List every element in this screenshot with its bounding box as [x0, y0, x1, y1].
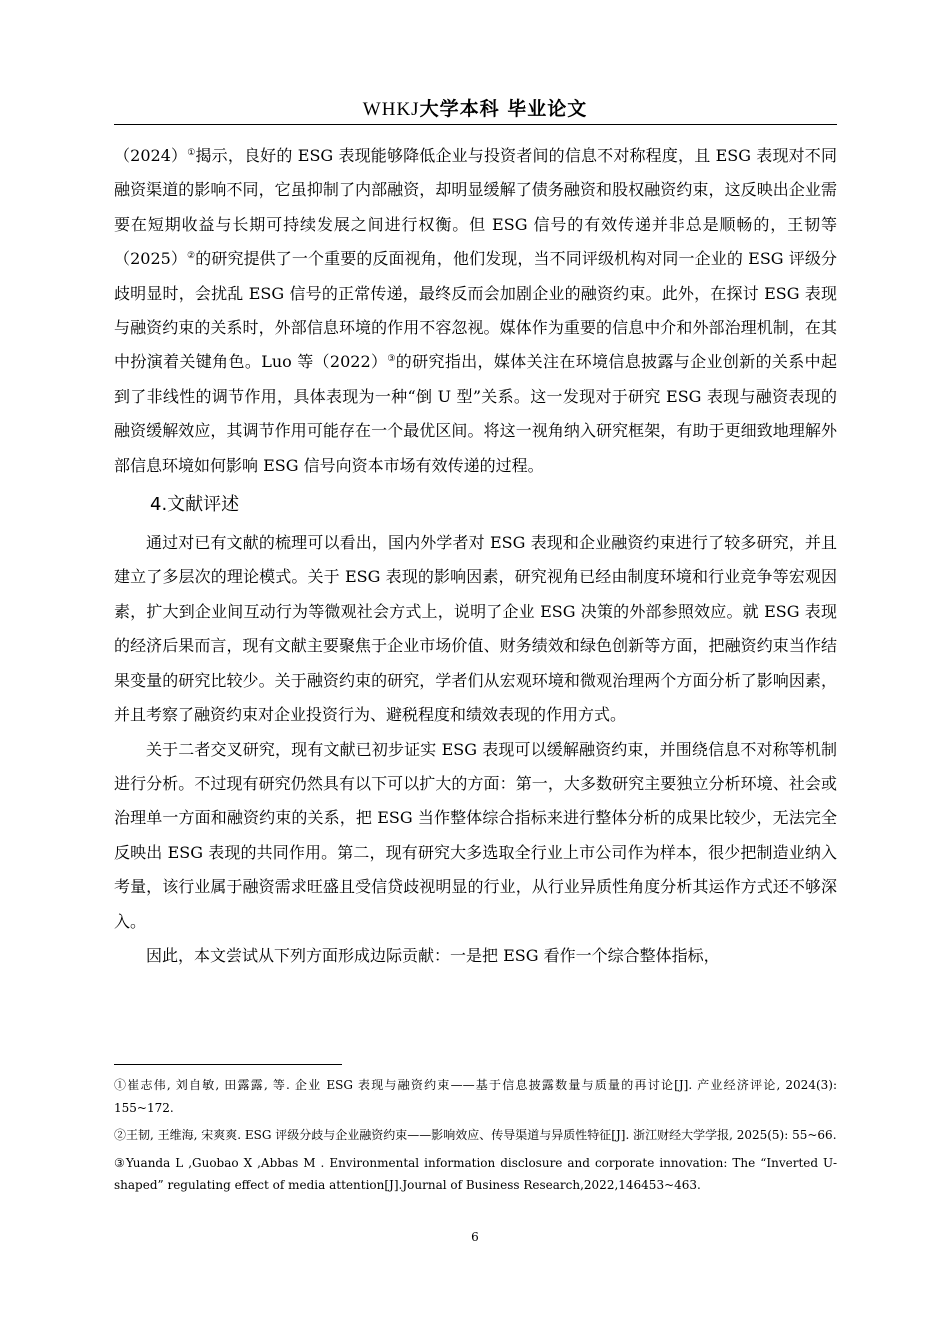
header-rule — [114, 124, 837, 125]
paragraph-text: 揭示，良好的 ESG 表现能够降低企业与投资者间的信息不对称程度，且 ESG 表现对不同融资渠道的影响不同，它虽抑制了内部融资，却明显缓解了债务融资和股权融资约束，这反映出企业需要在短期收益与长期可持续发展之间进行权衡。但 ESG 信号的有效传递并非总是顺畅的，王韧等（2025） — [114, 146, 837, 269]
paragraph-2: 通过对已有文献的梳理可以看出，国内外学者对 ESG 表现和企业融资约束进行了较多研究，并且建立了多层次的理论模式。关于 ESG 表现的影响因素，研究视角已经由制度环境和行业竞争等宏观因素，扩大到企业间互动行为等微观社会方式上，说明了企业 ESG 决策的外部参照效应。就 ESG 表现的经济后果而言，现有文献主要聚焦于企业市场价值、财务绩效和绿色创新等方面，把融资约束当作结果变量的研究比较少。关于融资约束的研究，学者们从宏观环境和微观治理两个方面分析了影响因素，并且考察了融资约束对企业投资行为、避税程度和绩效表现的作用方式。 — [114, 533, 837, 725]
page-number: 6 — [471, 1230, 479, 1244]
header-brand: WHKJ — [362, 99, 420, 120]
section-heading: 4.文献评述 — [150, 494, 240, 516]
body-text — [114, 139, 837, 973]
paragraph-text: 的研究指出，媒体关注在环境信息披露与企业创新的关系中起到了非线性的调节作用，具体表现为一种“倒 U 型”关系。这一发现对于研究 ESG 表现与融资表现的融资缓解效应，其调节作用可能存在一个最优区间。将这一视角纳入研究框架，有助于更细致地理解外部信息环境如何影响 ESG 信号向资本市场有效传递的过程。 — [114, 352, 837, 475]
paragraph-3: 关于二者交叉研究，现有文献已初步证实 ESG 表现可以缓解融资约束，并围绕信息不对称等机制进行分析。不过现有研究仍然具有以下可以扩大的方面：第一，大多数研究主要独立分析环境、社会或治理单一方面和融资约束的关系，把 ESG 当作整体综合指标来进行整体分析的成果比较少，无法完全反映出 ESG 表现的共同作用。第二，现有研究大多选取全行业上市公司作为样本，很少把制造业纳入考量，该行业属于融资需求旺盛且受信贷歧视明显的行业，从行业异质性角度分析其运作方式还不够深入。 — [114, 739, 837, 931]
footnote-2: ②王韧, 王维海, 宋爽爽. ESG 评级分歧与企业融资约束——影响效应、传导渠道与异质性特征[J]. 浙江财经大学学报, 2025(5): 55~66. — [114, 1128, 837, 1142]
footnote-ref-2: ② — [187, 251, 196, 262]
header-title: 大学本科 毕业论文 — [419, 98, 588, 120]
footnote-ref-1: ① — [187, 148, 196, 158]
paragraph-text: （2024） — [114, 146, 188, 165]
footnote-rule — [114, 1064, 342, 1065]
page-header — [0, 94, 950, 121]
paragraph-1 — [114, 139, 837, 483]
footnote-ref-3: ③ — [387, 354, 396, 365]
footnotes — [114, 1074, 837, 1202]
paragraph-4: 因此，本文尝试从下列方面形成边际贡献：一是把 ESG 看作一个综合整体指标， — [146, 945, 720, 965]
footnote-3: ③Yuanda L ,Guobao X ,Abbas M . Environmental information disclosure and corporate innovation: The “Inverted U-shaped” regulating effect of media attention[J].Journal of Business Research,2022,146453~463. — [114, 1155, 837, 1192]
paragraph-text: 的研究提供了一个重要的反面视角，他们发现，当不同评级机构对同一企业的 ESG 评级分歧明显时，会扰乱 ESG 信号的正常传递，最终反而会加剧企业的融资约束。此外，在探讨 ESG 表现与融资约束的关系时，外部信息环境的作用不容忽视。媒体作为重要的信息中介和外部治理机制，在其中扮演着关键角色。Luo 等（2022） — [114, 249, 837, 372]
footnote-1: ①崔志伟, 刘自敏, 田露露, 等. 企业 ESG 表现与融资约束——基于信息披露数量与质量的再讨论[J]. 产业经济评论, 2024(3): 155~172. — [114, 1078, 837, 1115]
